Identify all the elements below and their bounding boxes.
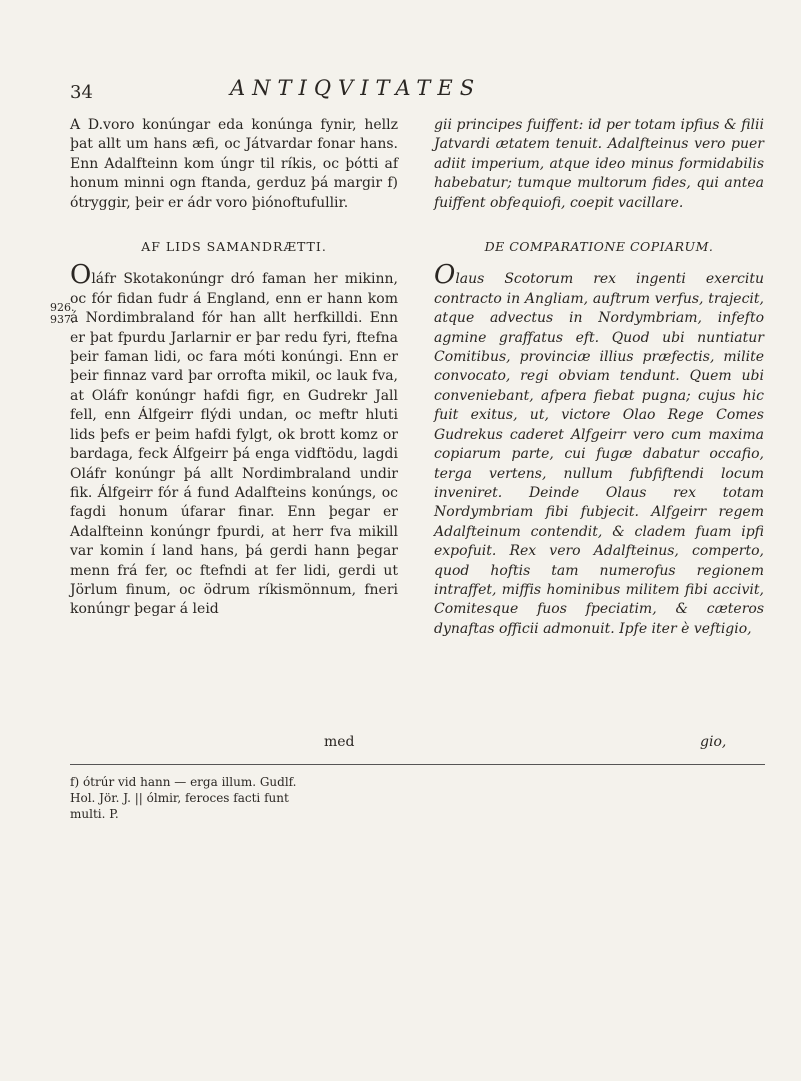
icelandic-paragraph-2-text: láfr Skotakonúngr dró faman her mikinn, oc fór fidan fudr á England, enn er hann kom á Nordimbraland fór han allt herfkilldi. Enn er þat fpurdu Jarlarnir er þar redu fyri, ftefna þeir faman lidi, oc fara móti konúngi. Enn er þeir finnaz vard þar orrofta mikil, oc lauk fva, at Oláfr konúngr hafdi figr, en Gudrekr Jall fell, enn Álfgeirr flýdi undan, oc meftr hluti lids þefs er þeim hafdi fylgt, ok brott komz or bardaga, feck Álfgeirr þá enga vidftödu, lagdi Oláfr konúngr þá allt Nordimbraland undir fik. Álfgeirr fór á fund Adalfteins konúngs, oc fagdi honum úfarar finar. Enn þegar er Adalfteinn konúngr fpurdi, at herr fva mikill var komin í land hans, þá gerdi hann þegar menn frá fer, oc ftefndi at fer lidi, gerdi ut Jörlum finum, oc ödrum ríkismönnum, fneri konúngr þegar á leid [70,271,398,618]
running-title: ANTIQVITATES [230,76,482,100]
footnote-line-3: multi. P. [70,807,119,821]
drop-cap: O [434,260,456,291]
drop-cap: O [70,260,92,291]
icelandic-paragraph-2 [70,260,398,619]
latin-paragraph-2 [434,260,764,639]
icelandic-paragraph-1: A D.voro konúngar eda konúnga fynir, hellz þat allt um hans æfi, oc Játvardar fonar hans. Enn Adalfteinn kom úngr til ríkis, oc þótti af honum minni ogn ftanda, gerduz þá margir f) ótryggir, þeir er ádr voro þiónoftufullir. [70,117,398,211]
icelandic-column [70,116,398,620]
catchword-right: gio, [700,734,727,750]
year-bottom: 937. [50,313,75,326]
latin-paragraph-1: gii principes fuiffent: id per totam ipfius & filii Jatvardi ætatem tenuit. Adalfteinus vero puer adiit imperium, atque ideo minus formidabilis habebatur; tumque multorum fides, qui antea fuiffent obfequiofi, coepit vacillare. [434,117,764,211]
latin-section-heading: DE COMPARATIONE COPIARUM. [484,239,714,255]
footnote-line-2: Hol. Jör. J. || ólmir, feroces facti funt [70,791,289,805]
page-number: 34 [70,82,93,103]
latin-column [434,116,764,639]
icelandic-section-heading: AF LIDS SAMANDRÆTTI. [141,239,327,255]
footnote [70,774,370,822]
latin-paragraph-2-text: laus Scotorum rex ingenti exercitu contracto in Angliam, auftrum verfus, trajecit, atque advectus in Nordymbriam, infefto agmine graffatus eft. Quod ubi nuntiatur Comitibus, provinciæ illius præfectis, milite convocato, regi obviam tendunt. Quem ubi conveniebant, afpera fiebat pugna; cujus hic fuit exitus, ut, victore Olao Rege Comes Gudrekus caderet Alfgeirr vero cum maxima copiarum parte, cui fugæ dabatur occafio, terga vertens, nullum fubfiftendi locum inveniret. Deinde Olaus rex totam Nordymbriam fibi fubjecit. Alfgeirr regem Adalfteinum contendit, & cladem fuam ipfi expofuit. Rex vero Adalfteinus, comperto, quod hoftis tam numerofus regionem intraffet, miffis hominibus militem fibi accivit, Comitesque fuos fpeciatim, & cæteros dynaftas officii admonuit. Ipfe iter è veftigio, [434,271,764,637]
catchword-left: med [324,734,355,750]
footnote-line-1: f) ótrúr vid hann — erga illum. Gudlf. [70,775,297,789]
year-top: 926. [50,301,75,314]
footnote-rule [70,764,765,765]
